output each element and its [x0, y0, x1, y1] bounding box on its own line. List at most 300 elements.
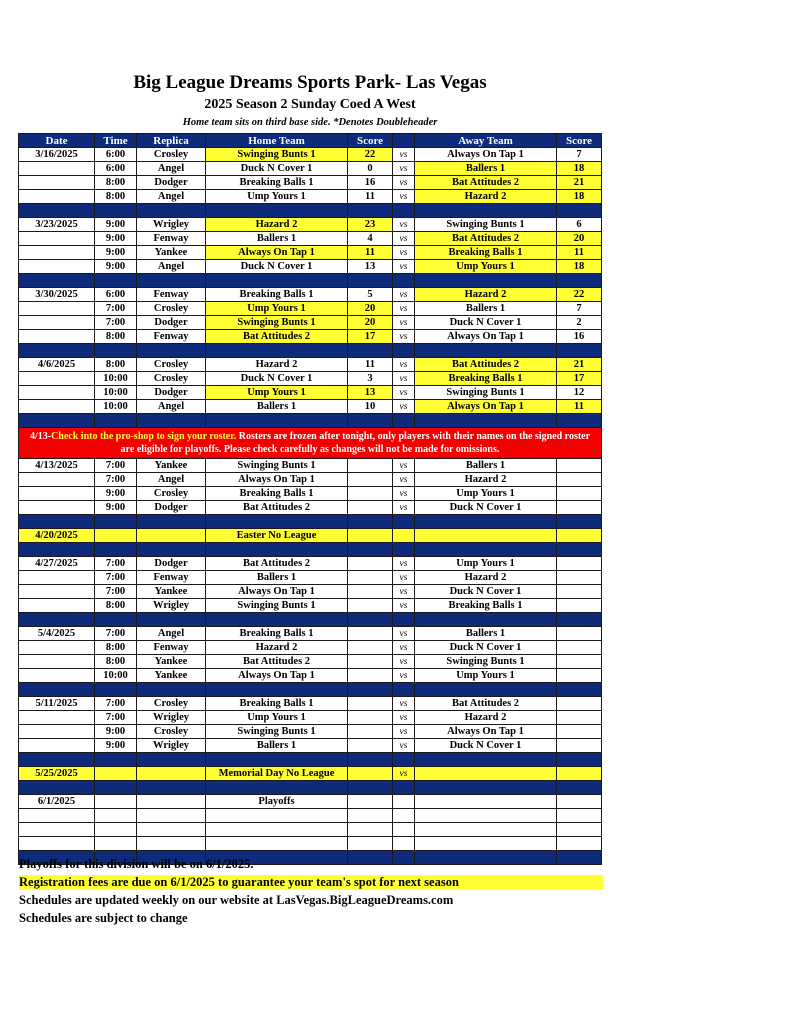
vs-label: vs	[393, 190, 415, 204]
replica-field-cell: Wrigley	[137, 739, 206, 753]
separator-cell	[19, 344, 95, 358]
home-team-cell: Always On Tap 1	[206, 246, 348, 260]
separator-cell	[19, 613, 95, 627]
date-cell	[19, 571, 95, 585]
away-team-cell: Always On Tap 1	[415, 725, 557, 739]
home-team-cell: Ump Yours 1	[206, 302, 348, 316]
game-row	[19, 218, 602, 232]
away-score-cell: 12	[557, 386, 602, 400]
separator-cell	[415, 344, 557, 358]
empty-cell	[393, 823, 415, 837]
home-score-cell	[348, 473, 393, 487]
game-row	[19, 288, 602, 302]
separator-cell	[415, 274, 557, 288]
time-cell: 7:00	[95, 571, 137, 585]
separator-cell	[19, 204, 95, 218]
separator-cell	[415, 753, 557, 767]
away-score-cell: 6	[557, 218, 602, 232]
date-cell	[19, 386, 95, 400]
away-team-cell	[415, 795, 557, 809]
separator-cell	[137, 204, 206, 218]
empty-cell	[95, 837, 137, 851]
separator-cell	[557, 851, 602, 865]
time-cell: 8:00	[95, 358, 137, 372]
game-row	[19, 571, 602, 585]
game-row	[19, 669, 602, 683]
replica-field-cell: Fenway	[137, 330, 206, 344]
away-team-cell: Always On Tap 1	[415, 148, 557, 162]
separator-cell	[348, 781, 393, 795]
separator-cell	[137, 515, 206, 529]
home-team-cell: Bat Attitudes 2	[206, 330, 348, 344]
home-team-cell: Always On Tap 1	[206, 473, 348, 487]
empty-cell	[415, 809, 557, 823]
game-row	[19, 725, 602, 739]
vs-label: vs	[393, 711, 415, 725]
home-score-cell: 3	[348, 372, 393, 386]
home-team-cell: Bat Attitudes 2	[206, 557, 348, 571]
vs-label: vs	[393, 767, 415, 781]
away-score-cell: 18	[557, 162, 602, 176]
home-score-cell: 22	[348, 148, 393, 162]
notice-highlight: Check into the pro-shop to sign your roster.	[51, 431, 237, 442]
away-score-cell	[557, 725, 602, 739]
empty-cell	[415, 823, 557, 837]
page-title: Big League Dreams Sports Park- Las Vegas	[133, 72, 487, 93]
date-cell: 4/20/2025	[19, 529, 95, 543]
away-team-cell: Ballers 1	[415, 302, 557, 316]
schedule-body	[19, 148, 602, 865]
home-score-cell: 0	[348, 162, 393, 176]
vs-label: vs	[393, 655, 415, 669]
separator-cell	[393, 753, 415, 767]
home-team-cell: Ballers 1	[206, 571, 348, 585]
home-score-cell	[348, 557, 393, 571]
empty-cell	[19, 823, 95, 837]
separator-cell	[415, 851, 557, 865]
separator-cell	[19, 543, 95, 557]
time-cell: 9:00	[95, 246, 137, 260]
event-label: Easter No League	[206, 529, 348, 543]
home-team-cell: Bat Attitudes 2	[206, 655, 348, 669]
home-score-cell	[348, 739, 393, 753]
no-league-row	[19, 529, 602, 543]
home-team-cell: Swinging Bunts 1	[206, 599, 348, 613]
separator-cell	[137, 274, 206, 288]
separator-cell	[206, 753, 348, 767]
empty-cell	[137, 837, 206, 851]
home-score-cell	[348, 459, 393, 473]
week-separator	[19, 274, 602, 288]
date-cell	[19, 302, 95, 316]
date-cell	[19, 725, 95, 739]
separator-cell	[393, 851, 415, 865]
separator-cell	[348, 414, 393, 428]
footer-change-note: Schedules are subject to change	[19, 911, 188, 925]
separator-cell	[415, 683, 557, 697]
separator-cell	[393, 515, 415, 529]
home-team-cell: Always On Tap 1	[206, 669, 348, 683]
empty-cell	[348, 837, 393, 851]
header-home-team: Home Team	[206, 134, 348, 148]
week-separator	[19, 683, 602, 697]
game-row	[19, 372, 602, 386]
vs-label: vs	[393, 330, 415, 344]
away-team-cell: Bat Attitudes 2	[415, 358, 557, 372]
separator-cell	[393, 204, 415, 218]
blank-row	[19, 823, 602, 837]
away-score-cell: 16	[557, 330, 602, 344]
blank-row	[19, 837, 602, 851]
away-team-cell: Duck N Cover 1	[415, 316, 557, 330]
home-score-cell	[348, 655, 393, 669]
empty-cell	[206, 809, 348, 823]
separator-cell	[415, 613, 557, 627]
date-cell	[19, 400, 95, 414]
home-team-cell: Ump Yours 1	[206, 386, 348, 400]
separator-cell	[557, 515, 602, 529]
home-team-cell: Breaking Balls 1	[206, 697, 348, 711]
vs-label	[393, 529, 415, 543]
separator-cell	[19, 781, 95, 795]
vs-label: vs	[393, 473, 415, 487]
vs-label: vs	[393, 176, 415, 190]
separator-cell	[95, 753, 137, 767]
empty-cell	[19, 837, 95, 851]
separator-cell	[206, 515, 348, 529]
time-cell: 7:00	[95, 697, 137, 711]
away-team-cell: Breaking Balls 1	[415, 246, 557, 260]
empty-cell	[137, 823, 206, 837]
home-score-cell	[348, 599, 393, 613]
away-score-cell: 11	[557, 400, 602, 414]
separator-cell	[19, 683, 95, 697]
separator-cell	[206, 781, 348, 795]
separator-cell	[557, 414, 602, 428]
date-cell	[19, 487, 95, 501]
separator-cell	[415, 204, 557, 218]
home-score-cell: 11	[348, 358, 393, 372]
vs-label: vs	[393, 599, 415, 613]
replica-field-cell: Crosley	[137, 302, 206, 316]
vs-label: vs	[393, 302, 415, 316]
away-score-cell	[557, 697, 602, 711]
game-row	[19, 585, 602, 599]
away-score-cell	[557, 501, 602, 515]
separator-cell	[348, 515, 393, 529]
replica-field-cell: Dodger	[137, 386, 206, 400]
vs-label: vs	[393, 697, 415, 711]
replica-field-cell: Crosley	[137, 372, 206, 386]
time-cell: 8:00	[95, 176, 137, 190]
separator-cell	[393, 781, 415, 795]
replica-field-cell: Crosley	[137, 697, 206, 711]
away-team-cell: Hazard 2	[415, 288, 557, 302]
separator-cell	[137, 613, 206, 627]
date-cell	[19, 232, 95, 246]
replica-field-cell: Angel	[137, 260, 206, 274]
away-score-cell	[557, 487, 602, 501]
week-separator	[19, 344, 602, 358]
empty-cell	[206, 837, 348, 851]
replica-field-cell: Dodger	[137, 501, 206, 515]
home-team-cell: Ballers 1	[206, 400, 348, 414]
vs-label: vs	[393, 218, 415, 232]
replica-field-cell: Fenway	[137, 641, 206, 655]
vs-label: vs	[393, 246, 415, 260]
home-team-cell: Swinging Bunts 1	[206, 148, 348, 162]
date-cell	[19, 655, 95, 669]
time-cell: 10:00	[95, 669, 137, 683]
separator-cell	[137, 543, 206, 557]
time-cell	[95, 767, 137, 781]
away-team-cell: Swinging Bunts 1	[415, 218, 557, 232]
time-cell: 6:00	[95, 148, 137, 162]
header-replica: Replica	[137, 134, 206, 148]
home-team-cell: Hazard 2	[206, 358, 348, 372]
away-team-cell: Duck N Cover 1	[415, 585, 557, 599]
empty-cell	[557, 809, 602, 823]
away-team-cell: Ump Yours 1	[415, 557, 557, 571]
game-row	[19, 190, 602, 204]
away-team-cell: Ballers 1	[415, 459, 557, 473]
time-cell: 10:00	[95, 372, 137, 386]
vs-label: vs	[393, 725, 415, 739]
empty-cell	[95, 823, 137, 837]
away-score-cell	[557, 473, 602, 487]
separator-cell	[95, 344, 137, 358]
date-cell: 3/23/2025	[19, 218, 95, 232]
time-cell	[95, 529, 137, 543]
game-row	[19, 260, 602, 274]
away-team-cell: Always On Tap 1	[415, 330, 557, 344]
replica-field-cell: Angel	[137, 473, 206, 487]
replica-field-cell: Crosley	[137, 487, 206, 501]
game-row	[19, 655, 602, 669]
notice-lead: 4/13-	[29, 431, 52, 442]
date-cell	[19, 711, 95, 725]
vs-label: vs	[393, 232, 415, 246]
separator-cell	[137, 753, 206, 767]
separator-cell	[415, 414, 557, 428]
home-team-cell: Ump Yours 1	[206, 190, 348, 204]
roster-notice	[19, 428, 602, 459]
vs-label: vs	[393, 459, 415, 473]
separator-cell	[95, 274, 137, 288]
time-cell: 9:00	[95, 218, 137, 232]
separator-cell	[95, 781, 137, 795]
date-cell	[19, 260, 95, 274]
time-cell: 7:00	[95, 473, 137, 487]
replica-field-cell: Yankee	[137, 585, 206, 599]
home-score-cell	[348, 767, 393, 781]
away-team-cell: Breaking Balls 1	[415, 599, 557, 613]
vs-label: vs	[393, 501, 415, 515]
away-team-cell: Ump Yours 1	[415, 260, 557, 274]
away-score-cell	[557, 641, 602, 655]
away-score-cell	[557, 599, 602, 613]
date-cell: 3/30/2025	[19, 288, 95, 302]
away-score-cell	[557, 655, 602, 669]
footer-playoffs-note: Playoffs for this division will be on 6/1/2025.	[19, 857, 254, 871]
away-team-cell: Bat Attitudes 2	[415, 232, 557, 246]
header-away-score: Score	[557, 134, 602, 148]
week-separator	[19, 515, 602, 529]
time-cell: 10:00	[95, 400, 137, 414]
footer-registration-note: Registration fees are due on 6/1/2025 to guarantee your team's spot for next season	[19, 875, 603, 890]
away-team-cell: Hazard 2	[415, 190, 557, 204]
away-team-cell	[415, 529, 557, 543]
vs-label: vs	[393, 739, 415, 753]
separator-cell	[19, 274, 95, 288]
away-score-cell: 11	[557, 246, 602, 260]
date-cell: 5/4/2025	[19, 627, 95, 641]
game-row	[19, 358, 602, 372]
time-cell: 8:00	[95, 330, 137, 344]
away-score-cell: 17	[557, 372, 602, 386]
home-team-cell: Swinging Bunts 1	[206, 725, 348, 739]
replica-field-cell: Fenway	[137, 232, 206, 246]
date-cell	[19, 190, 95, 204]
away-team-cell: Hazard 2	[415, 711, 557, 725]
game-row	[19, 316, 602, 330]
home-score-cell: 17	[348, 330, 393, 344]
separator-cell	[348, 683, 393, 697]
time-cell	[95, 795, 137, 809]
date-cell: 4/6/2025	[19, 358, 95, 372]
game-row	[19, 302, 602, 316]
separator-cell	[348, 613, 393, 627]
vs-label: vs	[393, 288, 415, 302]
empty-cell	[557, 823, 602, 837]
home-team-cell: Hazard 2	[206, 641, 348, 655]
separator-cell	[19, 414, 95, 428]
away-score-cell	[557, 627, 602, 641]
separator-cell	[95, 613, 137, 627]
empty-cell	[137, 809, 206, 823]
separator-cell	[95, 414, 137, 428]
separator-cell	[557, 204, 602, 218]
game-row	[19, 627, 602, 641]
away-team-cell: Ump Yours 1	[415, 669, 557, 683]
away-team-cell: Hazard 2	[415, 473, 557, 487]
game-row	[19, 232, 602, 246]
footer-website-note: Schedules are updated weekly on our website at LasVegas.BigLeagueDreams.com	[19, 893, 454, 907]
empty-cell	[348, 823, 393, 837]
date-cell	[19, 473, 95, 487]
away-score-cell: 20	[557, 232, 602, 246]
home-team-cell: Breaking Balls 1	[206, 176, 348, 190]
time-cell: 7:00	[95, 316, 137, 330]
home-team-cell: Ballers 1	[206, 232, 348, 246]
vs-label: vs	[393, 358, 415, 372]
away-score-cell	[557, 711, 602, 725]
home-score-cell	[348, 669, 393, 683]
home-score-cell: 20	[348, 316, 393, 330]
game-row	[19, 501, 602, 515]
week-separator	[19, 414, 602, 428]
home-score-cell	[348, 697, 393, 711]
time-cell: 8:00	[95, 655, 137, 669]
home-team-cell: Duck N Cover 1	[206, 260, 348, 274]
vs-label: vs	[393, 571, 415, 585]
home-team-cell: Hazard 2	[206, 218, 348, 232]
home-team-cell: Breaking Balls 1	[206, 627, 348, 641]
time-cell: 7:00	[95, 627, 137, 641]
date-cell: 3/16/2025	[19, 148, 95, 162]
game-row	[19, 599, 602, 613]
separator-cell	[393, 414, 415, 428]
date-cell: 5/25/2025	[19, 767, 95, 781]
home-score-cell	[348, 711, 393, 725]
away-score-cell	[557, 557, 602, 571]
away-score-cell: 2	[557, 316, 602, 330]
page-subtitle: 2025 Season 2 Sunday Coed A West	[204, 97, 416, 112]
home-score-cell: 23	[348, 218, 393, 232]
week-separator	[19, 753, 602, 767]
replica-field-cell: Dodger	[137, 316, 206, 330]
home-score-cell: 11	[348, 246, 393, 260]
separator-cell	[393, 344, 415, 358]
time-cell: 10:00	[95, 386, 137, 400]
replica-field-cell: Fenway	[137, 571, 206, 585]
separator-cell	[415, 543, 557, 557]
home-score-cell	[348, 627, 393, 641]
separator-cell	[95, 683, 137, 697]
replica-field-cell: Fenway	[137, 288, 206, 302]
home-score-cell: 4	[348, 232, 393, 246]
vs-label: vs	[393, 162, 415, 176]
home-score-cell: 13	[348, 386, 393, 400]
away-team-cell: Ballers 1	[415, 627, 557, 641]
away-score-cell: 22	[557, 288, 602, 302]
game-row	[19, 386, 602, 400]
game-row	[19, 162, 602, 176]
vs-label: vs	[393, 557, 415, 571]
separator-cell	[393, 613, 415, 627]
game-row	[19, 246, 602, 260]
time-cell: 7:00	[95, 585, 137, 599]
vs-label: vs	[393, 641, 415, 655]
replica-field-cell: Dodger	[137, 176, 206, 190]
away-score-cell	[557, 459, 602, 473]
separator-cell	[557, 753, 602, 767]
home-team-note: Home team sits on third base side. *Denotes Doubleheader	[182, 117, 438, 128]
empty-cell	[393, 837, 415, 851]
header-row	[19, 134, 602, 148]
schedule-table	[18, 133, 602, 865]
game-row	[19, 148, 602, 162]
away-score-cell	[557, 669, 602, 683]
home-score-cell	[348, 529, 393, 543]
replica-field-cell: Wrigley	[137, 599, 206, 613]
game-row	[19, 557, 602, 571]
replica-field-cell: Dodger	[137, 557, 206, 571]
away-score-cell	[557, 529, 602, 543]
separator-cell	[206, 683, 348, 697]
header-date: Date	[19, 134, 95, 148]
week-separator	[19, 613, 602, 627]
event-label: Playoffs	[206, 795, 348, 809]
empty-cell	[19, 809, 95, 823]
separator-cell	[206, 543, 348, 557]
vs-label: vs	[393, 372, 415, 386]
time-cell: 6:00	[95, 288, 137, 302]
home-team-cell: Duck N Cover 1	[206, 162, 348, 176]
time-cell: 7:00	[95, 711, 137, 725]
time-cell: 9:00	[95, 232, 137, 246]
replica-field-cell: Angel	[137, 190, 206, 204]
